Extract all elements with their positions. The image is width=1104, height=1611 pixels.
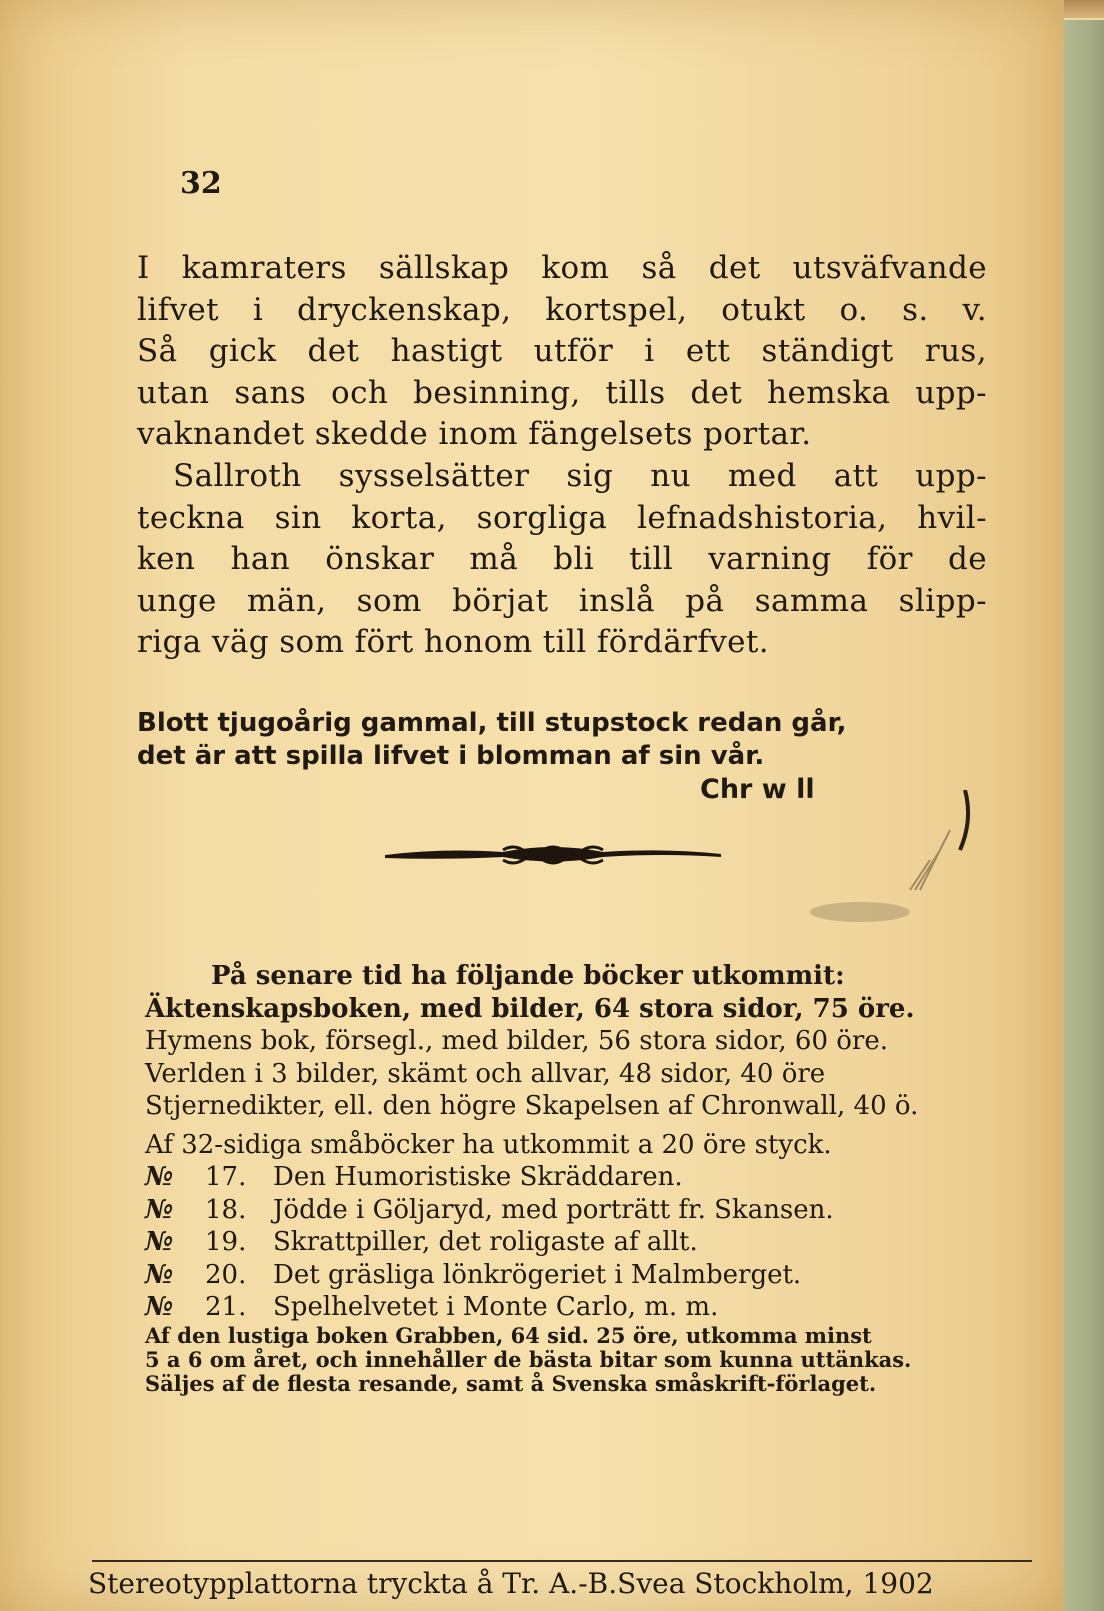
publisher-note: Säljes af de flesta resande, samt å Svenska småskrift-förlaget. xyxy=(145,1370,877,1396)
signature: Chr w ll xyxy=(700,774,815,805)
small-books-intro: Af 32-sidiga småböcker ha utkommit a 20 öre styck. xyxy=(145,1129,832,1160)
book-spine xyxy=(1064,20,1104,1611)
book-entry: Äktenskapsboken, med bilder, 64 stora sidor, 75 öre. xyxy=(145,993,915,1024)
item-title: Det gräsliga lönkrögeriet i Malmberget. xyxy=(273,1259,802,1290)
page-number: 32 xyxy=(180,166,222,201)
text-line: lifvet i dryckenskap, kortspel, otukt o. s. v. xyxy=(137,291,987,328)
item-number: 21. xyxy=(205,1292,247,1322)
verse-line: Blott tjugoårig gammal, till stupstock redan går, xyxy=(137,708,847,738)
list-item xyxy=(145,1194,995,1227)
ornamental-divider xyxy=(383,840,723,868)
numero-sign: № xyxy=(145,1292,174,1322)
footer-rule xyxy=(92,1560,1032,1562)
numero-sign: № xyxy=(145,1194,174,1225)
text-line: teckna sin korta, sorgliga lefnadshistoria, hvil- xyxy=(137,499,987,536)
text-line: utan sans och besinning, tills det hemska upp- xyxy=(137,374,987,411)
publisher-note: 5 a 6 om året, och innehåller de bästa bitar som kunna uttänkas. xyxy=(145,1346,912,1372)
ads-heading: På senare tid ha följande böcker utkommit: xyxy=(211,961,845,991)
item-number: 19. xyxy=(205,1227,247,1257)
text-line: ken han önskar må bli till varning för de xyxy=(137,541,987,577)
paragraph-2 xyxy=(137,456,987,664)
item-title: Spelhelvetet i Monte Carlo, m. m. xyxy=(273,1292,719,1322)
text-line: I kamraters sällskap kom så det utsväfvande xyxy=(137,250,987,286)
item-number: 18. xyxy=(205,1194,247,1225)
paragraph-1 xyxy=(137,248,987,456)
list-item xyxy=(145,1226,995,1259)
text-line: vaknandet skedde inom fängelsets portar. xyxy=(137,416,812,452)
numero-sign: № xyxy=(145,1227,174,1257)
text-line: Så gick det hastigt utför i ett ständigt rus, xyxy=(137,333,987,369)
list-item xyxy=(145,1161,995,1194)
numero-sign: № xyxy=(145,1162,174,1192)
book-entry: Hymens bok, försegl., med bilder, 56 stora sidor, 60 öre. xyxy=(145,1026,889,1056)
list-item xyxy=(145,1291,995,1324)
numbered-list xyxy=(145,1161,995,1324)
printer-imprint: Stereotypplattorna tryckta å Tr. A.-B.Svea Stockholm, 1902 xyxy=(88,1567,934,1600)
numero-sign: № xyxy=(145,1259,174,1290)
verse-line: det är att spilla lifvet i blomman af sin vår. xyxy=(137,741,765,771)
book-entry: Stjernedikter, ell. den högre Skapelsen af Chronwall, 40 ö. xyxy=(145,1091,919,1121)
item-title: Den Humoristiske Skräddaren. xyxy=(273,1162,683,1192)
item-number: 20. xyxy=(205,1259,247,1290)
ink-smudge xyxy=(800,790,1000,950)
book-entry: Verlden i 3 bilder, skämt och allvar, 48 sidor, 40 öre xyxy=(145,1058,826,1089)
list-item xyxy=(145,1259,995,1292)
text-line: unge män, som börjat inslå på samma slipp- xyxy=(137,582,987,619)
item-title: Jödde i Göljaryd, med porträtt fr. Skansen. xyxy=(273,1194,834,1225)
text-line: Sallroth sysselsätter sig nu med att upp- xyxy=(173,458,987,494)
text-line: riga väg som fört honom till fördärfvet. xyxy=(137,624,770,660)
publisher-note: Af den lustiga boken Grabben, 64 sid. 25 öre, utkomma minst xyxy=(145,1322,872,1348)
advertisement-block xyxy=(145,960,995,1396)
item-title: Skrattpiller, det roligaste af allt. xyxy=(273,1227,698,1257)
item-number: 17. xyxy=(205,1162,247,1192)
verse xyxy=(137,707,957,773)
